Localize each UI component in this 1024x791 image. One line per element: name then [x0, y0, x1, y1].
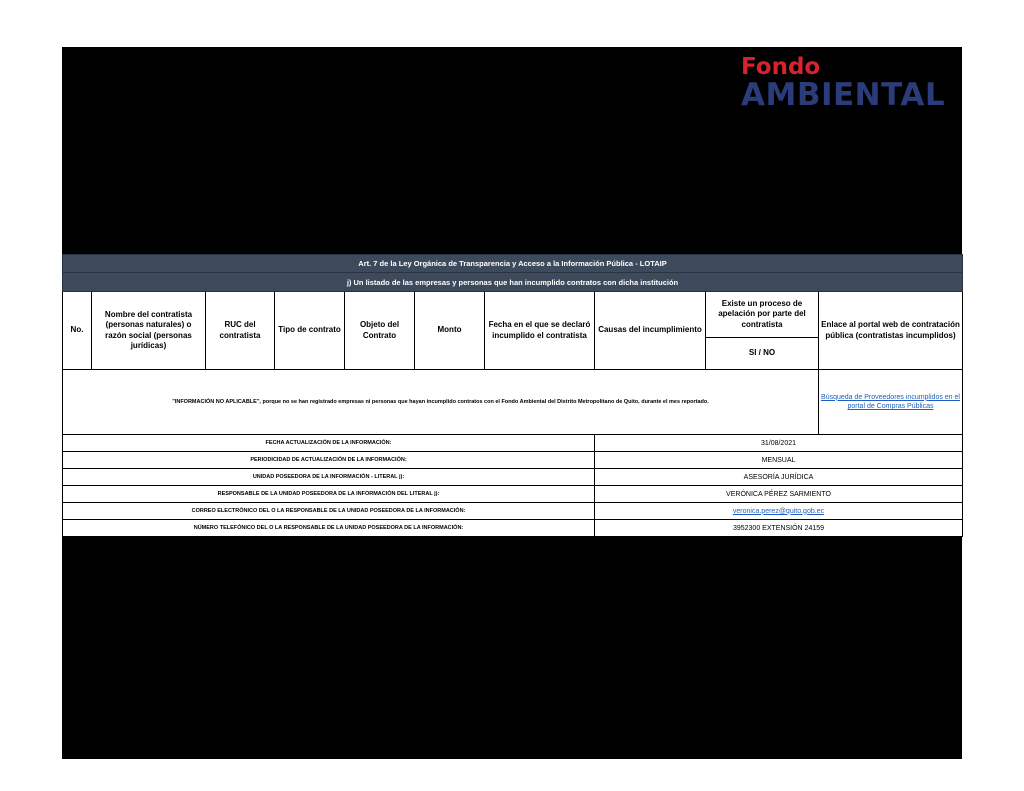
header-si-no: SI / NO	[706, 338, 819, 370]
info-label-responsable: RESPONSABLE DE LA UNIDAD POSEEDORA DE LA INFORMACIÓN DEL LITERAL j):	[63, 486, 595, 503]
title-band: Art. 7 de la Ley Orgánica de Transparencia y Acceso a la Información Pública - LOTAIP	[63, 255, 963, 273]
no-aplica-message: "INFORMACIÓN NO APLICABLE", porque no se han registrado empresas ni personas que hayan incumplido contratos con el Fondo Ambiental del Distrito Metropolitano de Quito, durante el mes reportado.	[63, 370, 819, 435]
info-label-fecha: FECHA ACTUALIZACIÓN DE LA INFORMACIÓN:	[63, 435, 595, 452]
header-enlace: Enlace al portal web de contratación pública (contratistas incumplidos)	[819, 292, 963, 370]
logo-line-ambiental: AMBIENTAL	[741, 77, 946, 113]
logo-line-fondo: Fondo	[741, 54, 821, 80]
info-value-telefono: 3952300 EXTENSIÓN 24159	[595, 520, 963, 537]
info-value-unidad: ASESORÍA JURÍDICA	[595, 469, 963, 486]
lotaip-table	[62, 254, 963, 537]
info-label-periodicidad: PERIODICIDAD DE ACTUALIZACIÓN DE LA INFORMACIÓN:	[63, 452, 595, 469]
header-causas: Causas del incumplimiento	[595, 292, 706, 370]
header-tipo: Tipo de contrato	[275, 292, 345, 370]
info-value-periodicidad: MENSUAL	[595, 452, 963, 469]
header-nombre: Nombre del contratista (personas naturales) o razón social (personas jurídicas)	[92, 292, 206, 370]
info-label-unidad: UNIDAD POSEEDORA DE LA INFORMACIÓN - LITERAL j):	[63, 469, 595, 486]
info-value-responsable: VERÓNICA PÉREZ SARMIENTO	[595, 486, 963, 503]
info-label-telefono: NÚMERO TELEFÓNICO DEL O LA RESPONSABLE DE LA UNIDAD POSEEDORA DE LA INFORMACIÓN:	[63, 520, 595, 537]
compras-publicas-link[interactable]: Búsqueda de Proveedores incumplidos en el portal de Compras Públicas	[821, 393, 960, 410]
header-objeto: Objeto del Contrato	[345, 292, 415, 370]
info-label-correo: CORREO ELECTRÓNICO DEL O LA RESPONSABLE DE LA UNIDAD POSEEDORA DE LA INFORMACIÓN:	[63, 503, 595, 520]
info-value-fecha: 31/08/2021	[595, 435, 963, 452]
header-ruc: RUC del contratista	[206, 292, 275, 370]
fondo-ambiental-logo	[741, 56, 945, 111]
header-fecha: Fecha en el que se declaró incumplido el contratista	[485, 292, 595, 370]
link-cell	[819, 370, 963, 435]
info-value-correo-cell	[595, 503, 963, 520]
header-no: No.	[63, 292, 92, 370]
email-link[interactable]: veronica.perez@quito.gob.ec	[732, 507, 825, 515]
header-apelacion: Existe un proceso de apelación por parte del contratista	[706, 292, 819, 338]
header-monto: Monto	[415, 292, 485, 370]
subtitle-band: j) Un listado de las empresas y personas que han incumplido contratos con dicha institución	[63, 273, 963, 292]
